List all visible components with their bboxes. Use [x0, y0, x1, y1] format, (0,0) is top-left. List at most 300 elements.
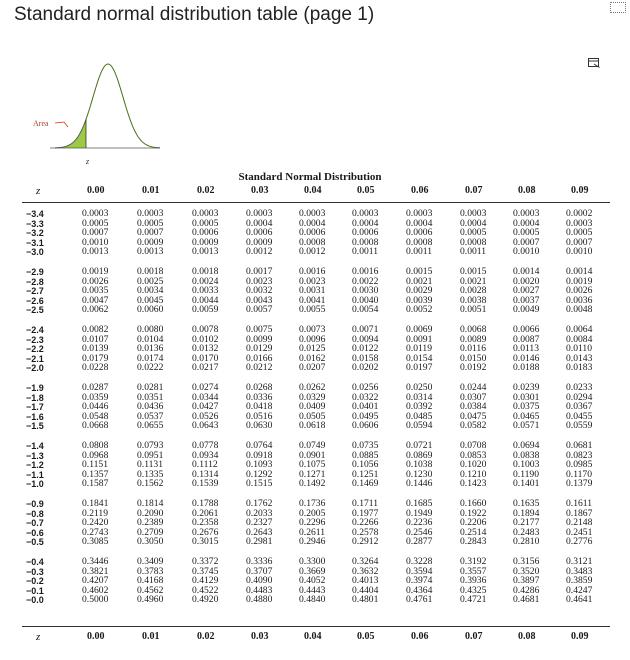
- table-cell: 0.0003: [82, 208, 109, 219]
- table-cell: 0.1271: [299, 468, 326, 480]
- table-cell: 0.3936: [460, 575, 487, 587]
- table-cell: 0.1190: [513, 468, 540, 480]
- table-cell: 0.1423: [460, 478, 487, 490]
- table-cell: 0.1251: [352, 468, 379, 480]
- table-cell: 0.0023: [299, 275, 326, 287]
- table-cell: 0.0003: [246, 208, 273, 219]
- normal-curve-figure: [0, 0, 200, 172]
- table-cell: 0.1922: [460, 507, 487, 519]
- table-cell: 0.0087: [513, 333, 540, 345]
- table-cell: 0.0048: [566, 304, 593, 316]
- table-cell: 0.0011: [460, 246, 487, 258]
- z-value: −1.7: [26, 402, 44, 413]
- column-footer: 0.00: [87, 631, 105, 642]
- table-cell: 0.0418: [246, 401, 273, 413]
- table-cell: 0.0853: [460, 449, 487, 461]
- z-value: −2.7: [26, 286, 44, 297]
- table-cell: 0.2810: [513, 536, 540, 548]
- table-cell: 0.0008: [406, 236, 433, 248]
- table-cell: 0.4641: [566, 594, 593, 606]
- table-cell: 0.3264: [352, 556, 379, 567]
- table-cell: 0.0455: [566, 410, 593, 422]
- table-cell: 0.0516: [246, 410, 273, 422]
- table-cell: 0.0336: [246, 391, 273, 403]
- table-cell: 0.0054: [352, 304, 379, 316]
- table-cell: 0.0009: [192, 236, 219, 248]
- column-header: 0.02: [197, 185, 215, 196]
- table-cell: 0.0036: [566, 294, 593, 306]
- table-cell: 0.0618: [299, 420, 326, 432]
- table-cell: 0.0630: [246, 420, 273, 432]
- z-value: −2.8: [26, 276, 44, 287]
- table-cell: 0.1446: [406, 478, 433, 490]
- column-footer: 0.09: [571, 631, 589, 642]
- table-cell: 0.4681: [513, 594, 540, 606]
- column-header: 0.03: [251, 185, 269, 196]
- table-cell: 0.0022: [352, 275, 379, 287]
- table-cell: 0.1075: [299, 459, 326, 471]
- column-footer: 0.08: [518, 631, 536, 642]
- table-cell: 0.4562: [137, 584, 164, 596]
- table-cell: 0.1170: [566, 468, 593, 480]
- table-cell: 0.3483: [566, 565, 593, 577]
- table-cell: 0.0212: [246, 362, 273, 374]
- table-cell: 0.3745: [192, 565, 219, 577]
- table-cell: 0.0082: [82, 324, 109, 335]
- table-cell: 0.3300: [299, 556, 326, 567]
- table-cell: 0.0307: [460, 391, 487, 403]
- table-cell: 0.1112: [192, 459, 218, 471]
- column-footer: 0.04: [304, 631, 322, 642]
- table-cell: 0.1230: [406, 468, 433, 480]
- table-cell: 0.0150: [460, 352, 487, 364]
- z-value: −3.0: [26, 247, 44, 258]
- table-cell: 0.0003: [352, 208, 379, 219]
- table-cell: 0.1357: [82, 468, 109, 480]
- table-cell: 0.3156: [513, 556, 540, 567]
- table-cell: 0.0007: [513, 236, 540, 248]
- z-value: −0.5: [26, 537, 44, 548]
- table-cell: 0.0021: [460, 275, 487, 287]
- table-cell: 0.3050: [137, 536, 164, 548]
- table-cell: 0.0314: [406, 391, 433, 403]
- table-cell: 0.0018: [137, 266, 164, 277]
- table-cell: 0.0010: [82, 236, 109, 248]
- table-cell: 0.3897: [513, 575, 540, 587]
- table-cell: 0.2119: [82, 507, 109, 519]
- table-cell: 0.0075: [246, 324, 273, 335]
- z-value: −3.4: [26, 209, 44, 219]
- table-cell: 0.0113: [513, 343, 540, 355]
- table-cell: 0.0041: [299, 294, 326, 306]
- table-cell: 0.0465: [513, 410, 540, 422]
- table-cell: 0.0007: [566, 236, 593, 248]
- table-cell: 0.0004: [352, 217, 379, 229]
- table-cell: 0.0188: [513, 362, 540, 374]
- table-cell: 0.0019: [566, 275, 593, 287]
- z-value: −2.4: [26, 325, 44, 335]
- table-cell: 0.4168: [137, 575, 164, 587]
- table-cell: 0.3859: [566, 575, 593, 587]
- table-cell: 0.4247: [566, 584, 593, 596]
- table-cell: 0.0047: [82, 294, 109, 306]
- expand-icon[interactable]: [588, 58, 600, 68]
- table-cell: 0.0778: [192, 440, 219, 451]
- table-cell: 0.2236: [406, 517, 433, 529]
- z-value: −2.6: [26, 295, 44, 306]
- table-cell: 0.2843: [460, 536, 487, 548]
- area-label: Area: [33, 119, 49, 128]
- table-cell: 0.0073: [299, 324, 326, 335]
- column-header: 0.06: [411, 185, 429, 196]
- table-cell: 0.1003: [513, 459, 540, 471]
- table-cell: 0.0202: [352, 362, 379, 374]
- table-cell: 0.0475: [460, 410, 487, 422]
- table-cell: 0.0015: [460, 266, 487, 277]
- table-cell: 0.0951: [137, 449, 164, 461]
- table-cell: 0.0116: [460, 343, 487, 355]
- table-cell: 0.0005: [137, 217, 164, 229]
- table-cell: 0.0007: [82, 227, 109, 239]
- table-cell: 0.0024: [192, 275, 219, 287]
- table-cell: 0.0869: [406, 449, 433, 461]
- table-cell: 0.0228: [82, 362, 109, 374]
- table-cell: 0.1020: [460, 459, 487, 471]
- table-cell: 0.2206: [460, 517, 487, 529]
- table-cell: 0.2776: [566, 536, 593, 548]
- table-cell: 0.0034: [137, 285, 164, 297]
- table-cell: 0.0064: [566, 324, 593, 335]
- table-cell: 0.0329: [299, 391, 326, 403]
- table-cell: 0.3632: [352, 565, 379, 577]
- z-label: z: [86, 157, 90, 166]
- table-cell: 0.0526: [192, 410, 219, 422]
- column-header: 0.00: [87, 185, 105, 196]
- table-cell: 0.0069: [406, 324, 433, 335]
- table-cell: 0.2946: [299, 536, 326, 548]
- table-cell: 0.2709: [137, 526, 164, 538]
- table-cell: 0.2981: [246, 536, 273, 548]
- table-cell: 0.2514: [460, 526, 487, 538]
- table-cell: 0.0040: [352, 294, 379, 306]
- table-cell: 0.0793: [137, 440, 164, 451]
- table-cell: 0.1762: [246, 498, 273, 509]
- table-cell: 0.0010: [513, 246, 540, 258]
- table-cell: 0.3974: [406, 575, 433, 587]
- table-cell: 0.1788: [192, 498, 219, 509]
- table-cell: 0.0129: [246, 343, 273, 355]
- table-cell: 0.0039: [406, 294, 433, 306]
- table-cell: 0.2912: [352, 536, 379, 548]
- table-cell: 0.0256: [352, 382, 379, 393]
- column-header: 0.08: [518, 185, 536, 196]
- table-cell: 0.3336: [246, 556, 273, 567]
- table-cell: 0.4721: [460, 594, 487, 606]
- table-cell: 0.2148: [566, 517, 593, 529]
- table-cell: 0.0808: [82, 440, 109, 451]
- table-cell: 0.0013: [82, 246, 109, 258]
- table-cell: 0.0838: [513, 449, 540, 461]
- table-cell: 0.0281: [137, 382, 164, 393]
- z-value: −2.9: [26, 267, 44, 277]
- table-cell: 0.0102: [192, 333, 219, 345]
- table-cell: 0.0049: [513, 304, 540, 316]
- table-cell: 0.0021: [406, 275, 433, 287]
- table-cell: 0.3085: [82, 536, 109, 548]
- table-cell: 0.2033: [246, 507, 273, 519]
- table-cell: 0.0125: [299, 343, 326, 355]
- z-value: −0.4: [26, 557, 44, 567]
- z-value: −0.2: [26, 576, 44, 587]
- table-cell: 0.4602: [82, 584, 109, 596]
- table-cell: 0.0901: [299, 449, 326, 461]
- bell-curve: [55, 64, 160, 148]
- table-cell: 0.3409: [137, 556, 164, 567]
- z-value: −2.2: [26, 344, 44, 355]
- table-cell: 0.0017: [246, 266, 273, 277]
- table-cell: 0.0823: [566, 449, 593, 461]
- table-cell: 0.0015: [406, 266, 433, 277]
- table-cell: 0.0006: [246, 227, 273, 239]
- table-cell: 0.4129: [192, 575, 219, 587]
- table-cell: 0.1685: [406, 498, 433, 509]
- z-value: −1.3: [26, 450, 44, 461]
- table-cell: 0.0018: [192, 266, 219, 277]
- table-cell: 0.0008: [352, 236, 379, 248]
- z-footer: z: [36, 631, 41, 643]
- table-cell: 0.0009: [137, 236, 164, 248]
- z-value: −3.2: [26, 228, 44, 239]
- table-cell: 0.4404: [352, 584, 379, 596]
- z-value: −1.4: [26, 441, 44, 451]
- table-cell: 0.1635: [513, 498, 540, 509]
- table-cell: 0.0559: [566, 420, 593, 432]
- table-cell: 0.0239: [513, 382, 540, 393]
- table-cell: 0.0008: [299, 236, 326, 248]
- table-cell: 0.0012: [299, 246, 326, 258]
- table-cell: 0.0055: [299, 304, 326, 316]
- shaded-area: [55, 119, 86, 148]
- table-cell: 0.0045: [137, 294, 164, 306]
- table-cell: 0.0934: [192, 449, 219, 461]
- table-cell: 0.0006: [192, 227, 219, 239]
- table-cell: 0.3594: [406, 565, 433, 577]
- table-cell: 0.1894: [513, 507, 540, 519]
- table-cell: 0.1056: [352, 459, 379, 471]
- table-cell: 0.3228: [406, 556, 433, 567]
- table-cell: 0.1814: [137, 498, 164, 509]
- table-cell: 0.0721: [406, 440, 433, 451]
- table-cell: 0.4880: [246, 594, 273, 606]
- table-cell: 0.0031: [299, 285, 326, 297]
- table-cell: 0.0011: [352, 246, 379, 258]
- column-footer: 0.05: [357, 631, 375, 642]
- table-cell: 0.0351: [137, 391, 164, 403]
- table-cell: 0.0003: [192, 208, 219, 219]
- column-header: 0.09: [571, 185, 589, 196]
- table-cell: 0.0019: [82, 266, 109, 277]
- table-cell: 0.0401: [352, 401, 379, 413]
- table-cell: 0.0003: [137, 208, 164, 219]
- table-cell: 0.2743: [82, 526, 109, 538]
- table-cell: 0.0062: [82, 304, 109, 316]
- table-cell: 0.0011: [406, 246, 433, 258]
- table-cell: 0.0668: [82, 420, 109, 432]
- z-value: −0.1: [26, 585, 44, 596]
- table-cell: 0.0179: [82, 352, 109, 364]
- z-value: −2.1: [26, 353, 44, 364]
- table-cell: 0.0918: [246, 449, 273, 461]
- table-cell: 0.1469: [352, 478, 379, 490]
- table-cell: 0.4013: [352, 575, 379, 587]
- table-cell: 0.0051: [460, 304, 487, 316]
- table-cell: 0.1867: [566, 507, 593, 519]
- table-cell: 0.0183: [566, 362, 593, 374]
- table-cell: 0.0174: [137, 352, 164, 364]
- z-value: −3.3: [26, 218, 44, 229]
- table-cell: 0.0037: [513, 294, 540, 306]
- table-cell: 0.0004: [299, 217, 326, 229]
- table-cell: 0.3192: [460, 556, 487, 567]
- z-value: −0.7: [26, 518, 44, 529]
- table-cell: 0.0384: [460, 401, 487, 413]
- table-cell: 0.4840: [299, 594, 326, 606]
- table-cell: 0.1736: [299, 498, 326, 509]
- table-cell: 0.0005: [513, 227, 540, 239]
- table-cell: 0.1038: [406, 459, 433, 471]
- table-cell: 0.0485: [406, 410, 433, 422]
- table-cell: 0.4483: [246, 584, 273, 596]
- table-cell: 0.4761: [406, 594, 433, 606]
- table-cell: 0.0084: [566, 333, 593, 345]
- table-cell: 0.0005: [460, 227, 487, 239]
- table-cell: 0.0003: [406, 208, 433, 219]
- table-cell: 0.0968: [82, 449, 109, 461]
- table-cell: 0.1562: [137, 478, 164, 490]
- table-cell: 0.2358: [192, 517, 219, 529]
- table-cell: 0.0030: [352, 285, 379, 297]
- table-title: Standard Normal Distribution: [238, 171, 382, 183]
- z-value: −0.6: [26, 527, 44, 538]
- table-cell: 0.0005: [566, 227, 593, 239]
- table-cell: 0.1379: [566, 478, 593, 490]
- table-cell: 0.0446: [82, 401, 109, 413]
- table-cell: 0.2611: [299, 526, 326, 538]
- table-cell: 0.0294: [566, 391, 593, 403]
- column-footer: 0.07: [465, 631, 483, 642]
- table-cell: 0.0571: [513, 420, 540, 432]
- table-cell: 0.0192: [460, 362, 487, 374]
- table-cell: 0.0089: [460, 333, 487, 345]
- table-cell: 0.0004: [246, 217, 273, 229]
- table-cell: 0.0023: [246, 275, 273, 287]
- z-value: −3.1: [26, 237, 44, 248]
- table-cell: 0.0375: [513, 401, 540, 413]
- table-cell: 0.4364: [406, 584, 433, 596]
- table-cell: 0.2877: [406, 536, 433, 548]
- table-cell: 0.3520: [513, 565, 540, 577]
- table-cell: 0.0344: [192, 391, 219, 403]
- table-cell: 0.0025: [137, 275, 164, 287]
- table-cell: 0.0708: [460, 440, 487, 451]
- table-cell: 0.1093: [246, 459, 273, 471]
- column-header: 0.01: [142, 185, 160, 196]
- table-cell: 0.0004: [513, 217, 540, 229]
- table-cell: 0.0548: [82, 410, 109, 422]
- table-cell: 0.1151: [82, 459, 109, 471]
- table-cell: 0.4090: [246, 575, 273, 587]
- table-cell: 0.0392: [406, 401, 433, 413]
- table-cell: 0.3121: [566, 556, 593, 567]
- area-arrow: [55, 122, 68, 127]
- table-cell: 0.1949: [406, 507, 433, 519]
- table-cell: 0.2420: [82, 517, 109, 529]
- table-cell: 0.0166: [246, 352, 273, 364]
- table-cell: 0.0013: [137, 246, 164, 258]
- table-cell: 0.2483: [513, 526, 540, 538]
- table-cell: 0.0006: [406, 227, 433, 239]
- table-cell: 0.0122: [352, 343, 379, 355]
- table-cell: 0.0091: [406, 333, 433, 345]
- table-cell: 0.2578: [352, 526, 379, 538]
- table-cell: 0.2090: [137, 507, 164, 519]
- table-cell: 0.0322: [352, 391, 379, 403]
- column-footer: 0.06: [411, 631, 429, 642]
- table-cell: 0.0505: [299, 410, 326, 422]
- table-cell: 0.0052: [406, 304, 433, 316]
- table-cell: 0.2266: [352, 517, 379, 529]
- table-cell: 0.0207: [299, 362, 326, 374]
- table-cell: 0.1401: [513, 478, 540, 490]
- table-cell: 0.2061: [192, 507, 219, 519]
- z-value: −1.2: [26, 460, 44, 471]
- table-cell: 0.3783: [137, 565, 164, 577]
- column-footer: 0.03: [251, 631, 269, 642]
- table-cell: 0.0099: [246, 333, 273, 345]
- table-cell: 0.0222: [137, 362, 164, 374]
- table-cell: 0.3707: [246, 565, 273, 577]
- table-cell: 0.1587: [82, 478, 109, 490]
- table-cell: 0.4443: [299, 584, 326, 596]
- table-cell: 0.0158: [352, 352, 379, 364]
- table-cell: 0.0003: [566, 217, 593, 229]
- window-corner-icon[interactable]: [610, 2, 626, 13]
- table-cell: 0.0071: [352, 324, 379, 335]
- table-cell: 0.0119: [406, 343, 433, 355]
- table-cell: 0.1539: [192, 478, 219, 490]
- table-cell: 0.0014: [566, 266, 593, 277]
- z-value: −1.0: [26, 479, 44, 490]
- z-value: −0.9: [26, 499, 44, 509]
- table-cell: 0.0060: [137, 304, 164, 316]
- table-cell: 0.3557: [460, 565, 487, 577]
- table-cell: 0.0582: [460, 420, 487, 432]
- table-cell: 0.0003: [299, 208, 326, 219]
- table-cell: 0.2005: [299, 507, 326, 519]
- table-cell: 0.0035: [82, 285, 109, 297]
- z-value: −2.0: [26, 363, 44, 374]
- table-cell: 0.0026: [82, 275, 109, 287]
- table-cell: 0.0020: [513, 275, 540, 287]
- column-header: 0.05: [357, 185, 375, 196]
- column-footer: 0.02: [197, 631, 215, 642]
- table-cell: 0.0143: [566, 352, 593, 364]
- table-cell: 0.0655: [137, 420, 164, 432]
- table-cell: 0.5000: [82, 594, 109, 606]
- table-cell: 0.0004: [406, 217, 433, 229]
- z-value: −1.9: [26, 383, 44, 393]
- table-cell: 0.0681: [566, 440, 593, 451]
